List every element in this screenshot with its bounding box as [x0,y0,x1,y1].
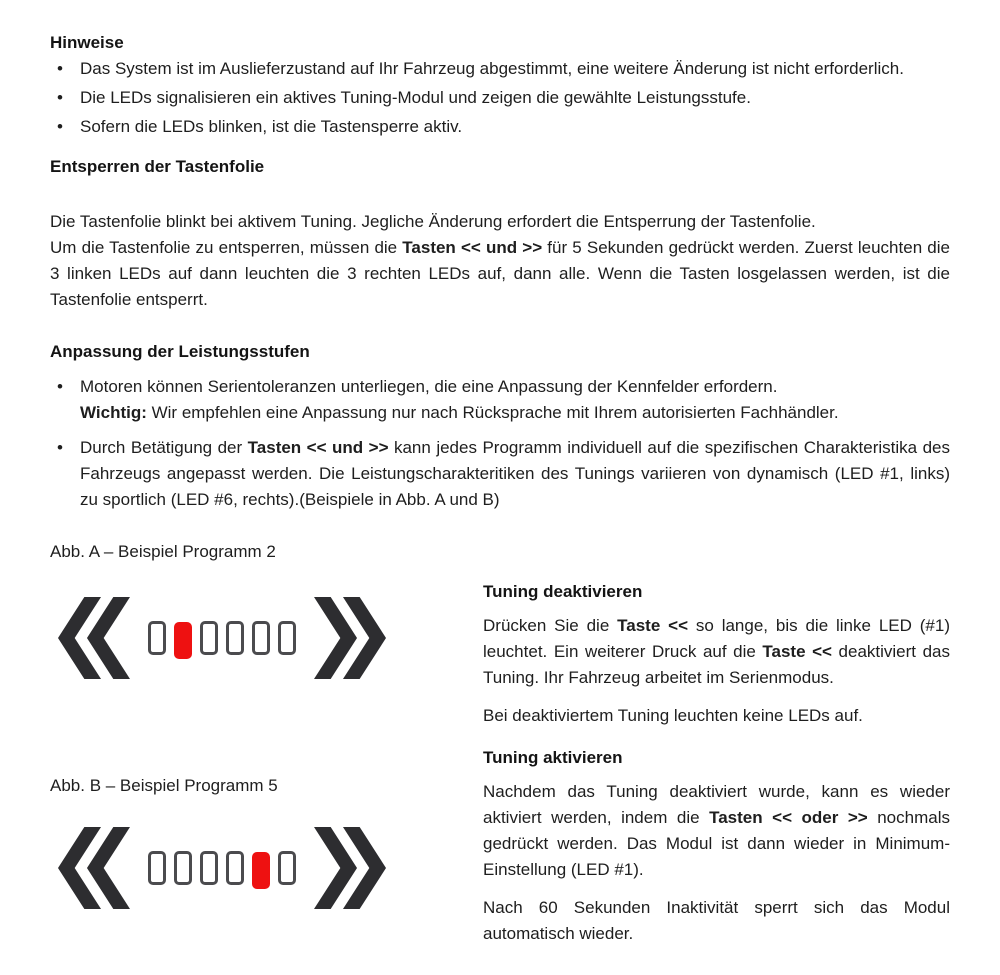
led-5-off [252,621,270,655]
tuning-deaktivieren-paragraph-1 [483,613,950,691]
double-chevron-right-icon [314,597,386,679]
led-4-off [226,851,244,885]
anpassung-heading: Anpassung der Leistungsstufen [50,342,310,361]
figure-a-led-strip [148,620,296,657]
anpassung-bullet-2 [50,435,950,513]
text-segment: kann jedes Programm individuell auf die spezifischen Charakteristika des Fahrzeugs angepasst werden. Die Leistungscharakteritiken des Tunings variieren von dynamisch (LED #1, links) zu sportlich (LED #6, rechts).(Beispiele in Abb. A und B) [80,438,950,509]
text-segment: Nachdem das Tuning deaktiviert wurde, kann es wieder aktiviert werden, indem die [483,782,950,827]
section-anpassung [50,339,950,513]
text-segment: deaktiviert das Tuning. Ihr Fahrzeug arbeitet im Serienmodus. [483,642,950,687]
hinweise-bullet-3: • Sofern die LEDs blinken, ist die Tastensperre aktiv. [50,114,950,140]
anpassung-bullet-1 [50,374,950,426]
figure-a-label: Abb. A – Beispiel Programm 2 [50,542,276,561]
figure-b-label: Abb. B – Beispiel Programm 5 [50,776,278,795]
led-1-off [148,621,166,655]
text-segment: Motoren können Serientoleranzen unterliegen, die eine Anpassung der Kennfelder erfordern. [80,377,778,396]
figures-and-tuning-columns [50,539,950,959]
text-segment: Durch Betätigung der [80,438,248,457]
led-6-off [278,621,296,655]
bold-text-segment: Taste << [617,616,689,635]
anpassung-bullet-list [50,374,950,513]
tuning-aktivieren-paragraph-1 [483,779,950,883]
led-1-off [148,851,166,885]
figures-column [50,539,483,959]
figure-b-led-panel [58,826,483,910]
text-segment: nochmals gedrückt werden. Das Modul ist dann wieder in Minimum-Einstellung (LED #1). [483,808,950,879]
led-3-off [200,621,218,655]
hinweise-bullet-1: • Das System ist im Auslieferzustand auf Ihr Fahrzeug abgestimmt, eine weitere Änderung ist nicht erforderlich. [50,56,950,82]
bold-text-segment: Tasten << oder >> [709,808,868,827]
bold-text-segment: Taste << [762,642,832,661]
tuning-deaktivieren-paragraph-2: Bei deaktiviertem Tuning leuchten keine LEDs auf. [483,706,863,725]
double-chevron-right-icon [314,827,386,909]
hinweise-bullet-2: • Die LEDs signalisieren ein aktives Tuning-Modul und zeigen die gewählte Leistungsstufe. [50,85,950,111]
double-chevron-left-icon [58,827,130,909]
led-3-off [200,851,218,885]
bold-text-segment: Tasten << und >> [247,438,389,457]
text-segment: so lange, bis die linke LED (#1) leuchtet. Ein weiterer Druck auf die [483,616,950,661]
text-segment: Drücken Sie die [483,616,618,635]
led-2-on [174,622,192,659]
text-segment: für 5 Sekunden gedrückt werden. Zuerst leuchten die 3 linken LEDs auf dann leuchten die 3 rechten LEDs auf, dann alle. Wenn die Tasten losgelassen werden, ist die Tastenfolie entsperrt. [50,238,950,309]
section-hinweise [50,30,950,140]
text-segment: Wir empfehlen eine Anpassung nur nach Rücksprache mit Ihrem autorisierten Fachhändler. [146,403,839,422]
tuning-text-column [483,539,950,959]
entsperren-body [50,235,950,313]
bold-text-segment: Wichtig: [80,403,147,422]
figure-b-led-strip [148,850,296,887]
tuning-aktivieren-heading: Tuning aktivieren [483,748,623,767]
hinweise-heading: Hinweise [50,33,124,52]
entsperren-intro: Die Tastenfolie blinkt bei aktivem Tuning. Jegliche Änderung erfordert die Entsperrung der Tastenfolie. [50,212,816,231]
led-4-off [226,621,244,655]
led-2-off [174,851,192,885]
bold-text-segment: Tasten << und >> [402,238,543,257]
double-chevron-left-icon [58,597,130,679]
anpassung-bullet-1-line-1 [80,374,950,400]
led-6-off [278,851,296,885]
hinweise-bullet-list [50,56,950,140]
entsperren-heading: Entsperren der Tastenfolie [50,157,265,176]
tuning-aktivieren-paragraph-2: Nach 60 Sekunden Inaktivität sperrt sich das Modul automatisch wieder. [483,898,950,943]
figure-a-led-panel [58,596,483,680]
led-5-on [252,852,270,889]
tuning-deaktivieren-heading: Tuning deaktivieren [483,582,643,601]
anpassung-bullet-1-line-2 [80,400,950,426]
section-entsperren [50,154,950,313]
text-segment: Um die Tastenfolie zu entsperren, müssen die [50,238,403,257]
